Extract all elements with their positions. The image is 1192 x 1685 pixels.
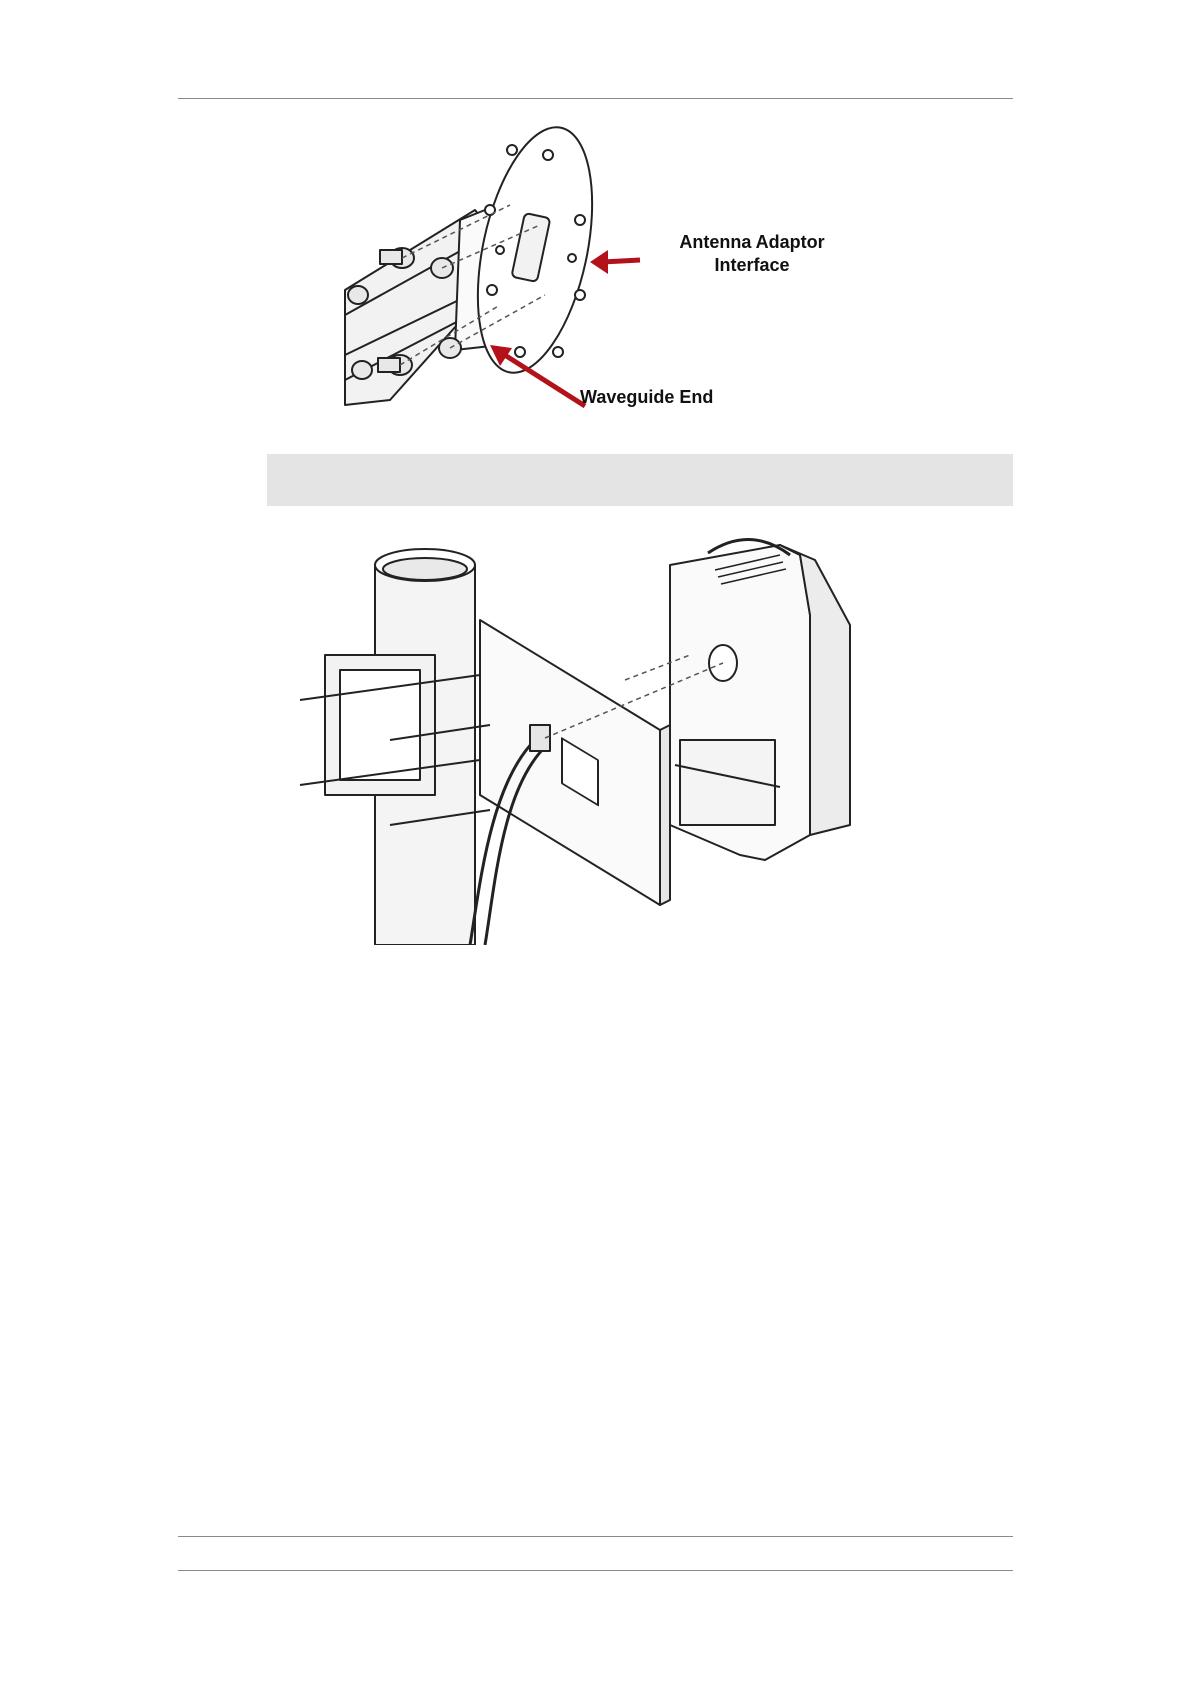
- label-waveguide-end: Waveguide End: [580, 387, 714, 407]
- label-antenna-adaptor-line2: Interface: [714, 255, 790, 275]
- footer-rule-bottom: [178, 1570, 1013, 1571]
- footer-rule-top: [178, 1536, 1013, 1537]
- label-antenna-adaptor-line1: Antenna Adaptor: [679, 232, 825, 252]
- figure-pole-mount-assembly: [290, 525, 890, 945]
- header-rule: [178, 98, 1013, 99]
- shaded-bar: [267, 454, 1013, 506]
